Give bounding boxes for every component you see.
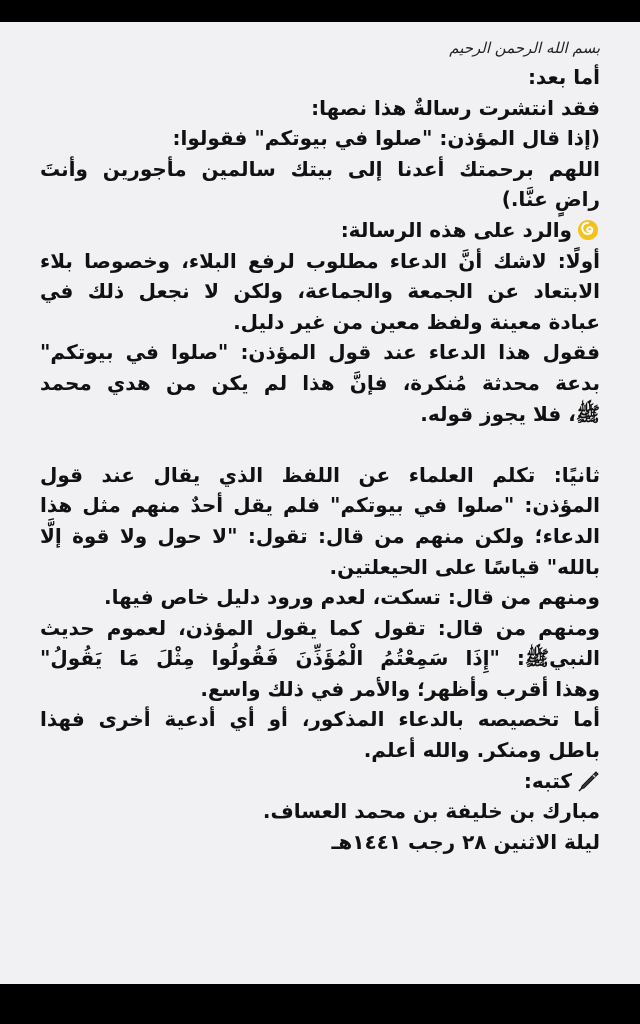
dizzy-icon: [576, 218, 600, 242]
reply-heading-text: والرد على هذه الرسالة:: [340, 217, 572, 242]
reply-heading: [40, 215, 600, 246]
pen-icon: [576, 769, 600, 793]
document-text: [40, 34, 600, 857]
line-second-6: ومنهم من قال: تقول كما يقول المؤذن، لعموم حديث: [40, 615, 600, 640]
document-page: [0, 22, 640, 984]
author-heading: [40, 766, 600, 797]
paragraph-gap: [40, 429, 600, 460]
line-second-9: أما تخصيصه بالدعاء المذكور، أو أي أدعية أخرى فهذا: [40, 707, 600, 732]
line-second-5: ومنهم من قال: تسكت، لعدم ورود دليل خاص فيها.: [103, 585, 600, 610]
line-first-4: فقول هذا الدعاء عند قول المؤذن: "صلوا في بيوتكم": [40, 340, 600, 365]
line-first-6: ﷺ، فلا يجوز قوله.: [420, 401, 600, 426]
line-second-4: بالله" قياسًا على الحيعلتين.: [329, 554, 600, 579]
line-opening: أما بعد:: [527, 65, 600, 89]
line-second-3: الدعاء؛ ولكن منهم من قال: تقول: "لا حول ولا قوة إلَّا: [40, 523, 600, 548]
line-second-7: النبيﷺ: "إِذَا سَمِعْتُمُ الْمُؤَذِّنَ فَقُولُوا مِثْلَ مَا يَقُولُ": [40, 646, 600, 671]
line-second-8: وهذا أقرب وأظهر؛ والأمر في ذلك واسع.: [200, 676, 600, 701]
line-second-10: باطل ومنكر. والله أعلم.: [363, 738, 600, 763]
line-second-1: ثانيًا: تكلم العلماء عن اللفظ الذي يقال عند قول: [40, 462, 600, 487]
line-first-2: الابتعاد عن الجمعة والجماعة، ولكن لا نجعل ذلك في: [40, 279, 600, 304]
line-quote-1: (إذا قال المؤذن: "صلوا في بيوتكم" فقولوا:: [172, 126, 600, 151]
line-intro: فقد انتشرت رسالةٌ هذا نصها:: [311, 95, 600, 120]
line-first-3: عبادة معينة ولفظ معين من غير دليل.: [233, 309, 600, 334]
document-date: ليلة الاثنين ٢٨ رجب ١٤٤١هـ: [331, 829, 600, 854]
line-first-1: أولًا: لاشك أنَّ الدعاء مطلوب لرفع البلاء، وخصوصا بلاء: [40, 248, 600, 273]
line-quote-3: راضٍ عنَّا.): [501, 187, 600, 212]
line-second-2: المؤذن: "صلوا في بيوتكم" فلم يقل أحدٌ منهم مثل هذا: [40, 493, 600, 518]
line-quote-2: اللهم برحمتك أعدنا إلى بيتك سالمين مأجورين وأنتَ: [40, 156, 600, 181]
author-heading-text: كتبه:: [523, 768, 572, 793]
line-first-5: بدعة محدثة مُنكرة، فإنَّ هذا لم يكن من هدي محمد: [40, 370, 600, 395]
author-name: مبارك بن خليفة بن محمد العساف.: [262, 799, 600, 824]
bismillah-calligraphy: بسم الله الرحمن الرحيم: [449, 39, 600, 57]
